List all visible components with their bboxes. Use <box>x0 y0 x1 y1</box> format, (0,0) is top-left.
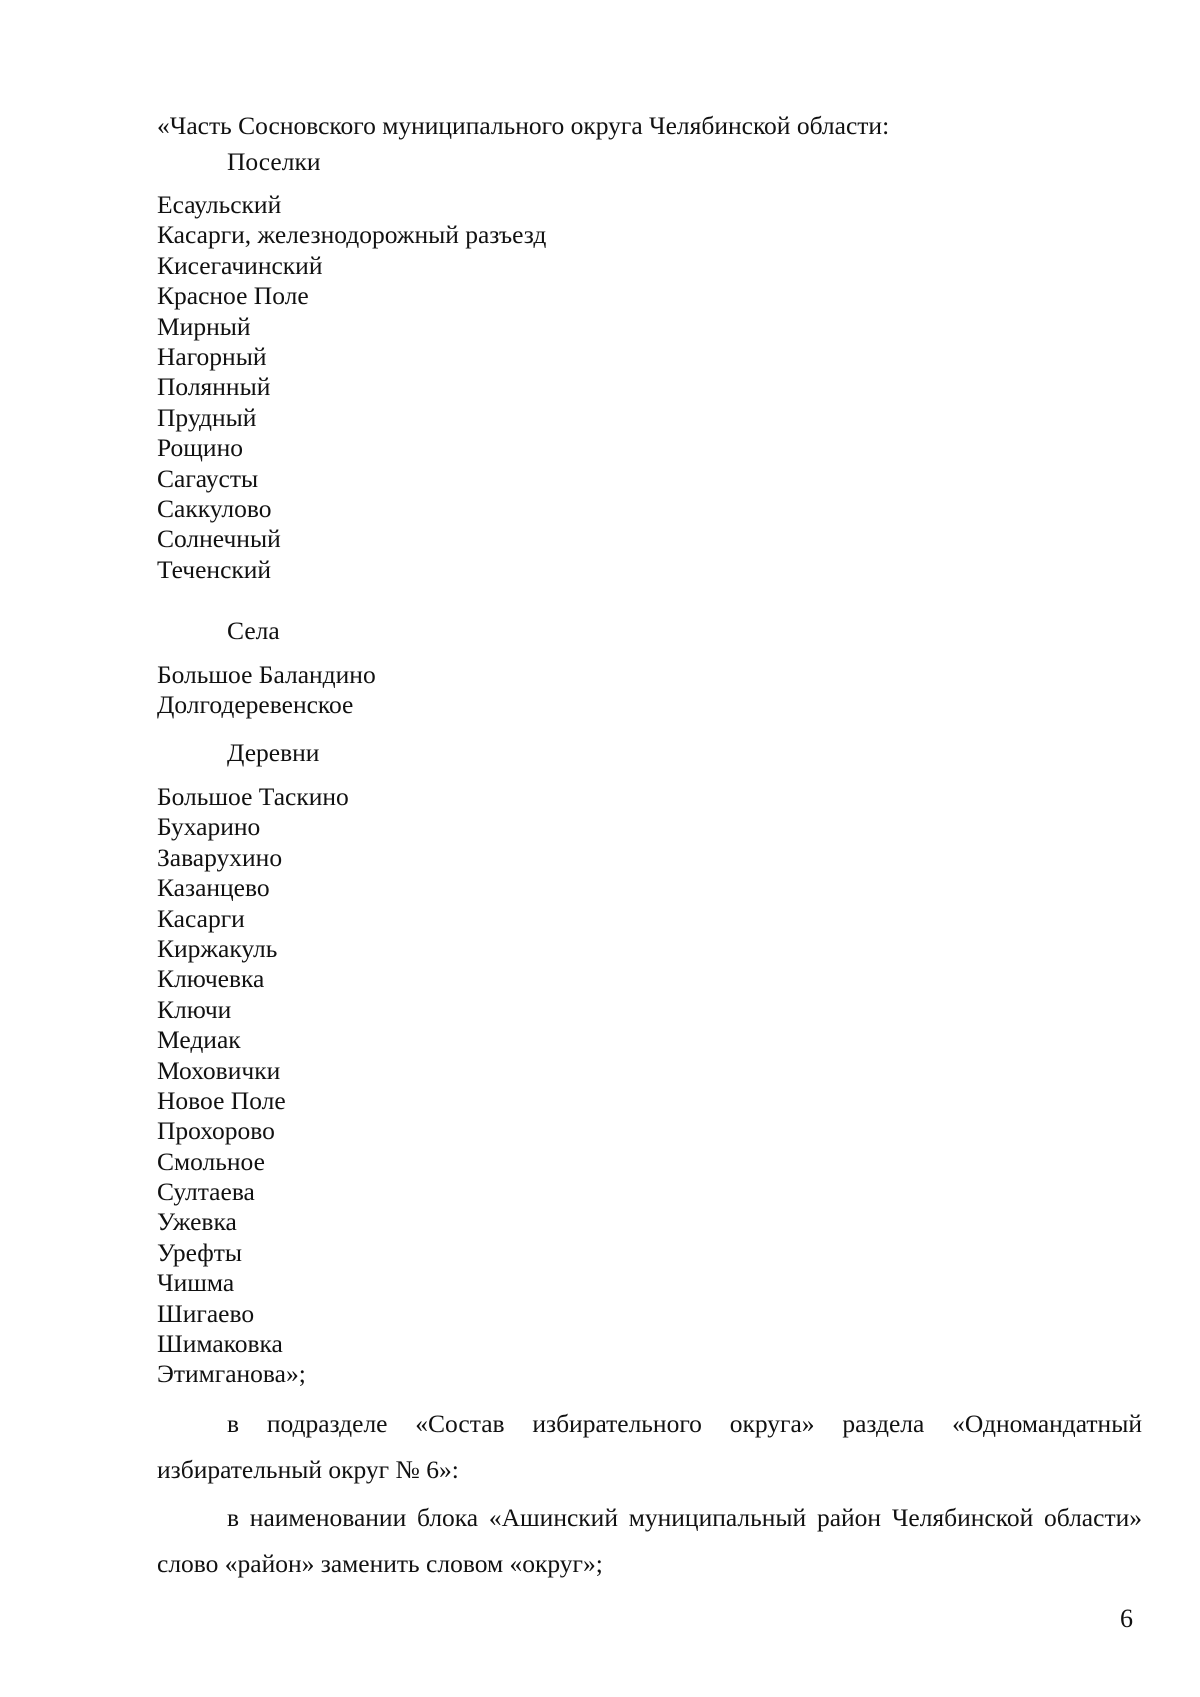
list-item: Касарги, железнодорожный разъезд <box>157 220 547 250</box>
list-item: Бухарино <box>157 812 261 842</box>
list-item: Чишма <box>157 1268 235 1298</box>
page-number: 6 <box>1120 1604 1133 1633</box>
list-item: Большое Таскино <box>157 782 349 811</box>
list-item: Шимаковка <box>157 1329 283 1359</box>
section-heading-settlements: Поселки <box>227 147 321 176</box>
list-item: Султаева <box>157 1177 255 1207</box>
list-item: Солнечный <box>157 524 281 554</box>
list-item: Медиак <box>157 1025 241 1055</box>
list-item: Ключи <box>157 994 232 1024</box>
list-item: Ужевка <box>157 1207 237 1237</box>
list-item: Сагаусты <box>157 463 259 493</box>
list-item: Теченский <box>157 554 272 584</box>
section-heading-hamlets: Деревни <box>227 738 320 767</box>
list-item: Заварухино <box>157 842 283 872</box>
list-item: Этимганова»; <box>157 1359 306 1389</box>
villages-list <box>157 660 376 721</box>
hamlets-list <box>157 782 349 1390</box>
list-item: Прохорово <box>157 1116 275 1146</box>
list-item: Мирный <box>157 311 251 341</box>
amendment-paragraph: в подразделе «Состав избирательного округа» раздела «Одномандатный избирательный округ № 6»: <box>157 1409 1142 1484</box>
section-heading-villages: Села <box>227 616 280 645</box>
list-item: Новое Поле <box>157 1085 286 1115</box>
amendment-paragraph: в наименовании блока «Ашинский муниципальный район Челябинской области» слово «район» заменить словом «округ»; <box>157 1503 1142 1578</box>
list-item: Шигаево <box>157 1298 255 1328</box>
list-item: Ключевка <box>157 964 265 994</box>
list-item: Рощино <box>157 433 243 463</box>
list-item: Смольное <box>157 1146 265 1176</box>
list-item: Большое Баландино <box>157 660 376 689</box>
intro-line: «Часть Сосновского муниципального округа Челябинской области: <box>157 111 890 140</box>
list-item: Кисегачинский <box>157 250 323 280</box>
list-item: Урефты <box>157 1237 242 1267</box>
list-item: Казанцево <box>157 873 270 903</box>
settlements-list <box>157 190 546 585</box>
list-item: Киржакуль <box>157 933 278 963</box>
list-item: Нагорный <box>157 341 267 371</box>
list-item: Моховички <box>157 1055 281 1085</box>
list-item: Саккулово <box>157 493 272 523</box>
list-item: Касарги <box>157 903 245 933</box>
list-item: Полянный <box>157 372 271 402</box>
list-item: Прудный <box>157 402 257 432</box>
list-item: Есаульский <box>157 190 282 219</box>
list-item: Долгодеревенское <box>157 690 354 720</box>
list-item: Красное Поле <box>157 281 309 311</box>
